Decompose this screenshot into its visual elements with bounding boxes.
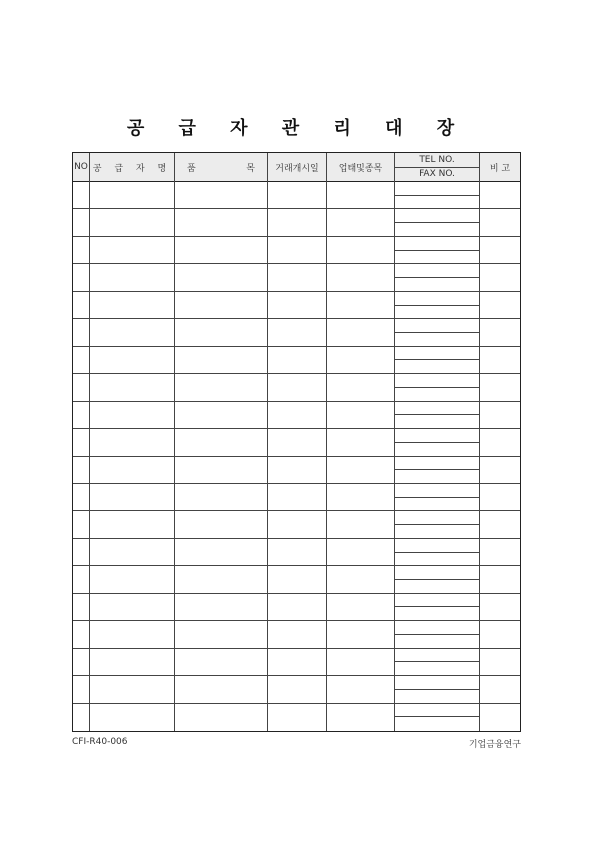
header-no: NO	[73, 153, 90, 181]
tel-fax-divider	[395, 250, 479, 251]
table-row-divider	[73, 346, 520, 347]
tel-fax-divider	[395, 579, 479, 580]
tel-fax-divider	[395, 195, 479, 196]
table-row-divider	[73, 428, 520, 429]
table-row-divider	[73, 318, 520, 319]
table-row-divider	[73, 538, 520, 539]
table-row-divider	[73, 620, 520, 621]
table-row-divider	[73, 675, 520, 676]
header-business-type: 업태및종목	[327, 153, 395, 181]
tel-fax-divider	[395, 414, 479, 415]
header-fax: FAX NO.	[419, 168, 455, 179]
page-title: 공 급 자 관 리 대 장	[126, 118, 469, 139]
form-code: CFI-R40-006	[72, 737, 128, 747]
header-remarks: 비 고	[480, 153, 520, 181]
tel-fax-divider	[395, 689, 479, 690]
tel-fax-divider	[395, 469, 479, 470]
tel-fax-divider	[395, 524, 479, 525]
tel-fax-divider	[395, 277, 479, 278]
table-row-divider	[73, 456, 520, 457]
table-row-divider	[73, 236, 520, 237]
header-item-left: 품	[187, 163, 196, 174]
tel-fax-divider	[395, 606, 479, 607]
tel-fax-divider	[395, 442, 479, 443]
tel-fax-divider	[395, 634, 479, 635]
table-row-divider	[73, 593, 520, 594]
table-row-divider	[73, 483, 520, 484]
table-row-divider	[73, 373, 520, 374]
tel-fax-divider	[395, 222, 479, 223]
tel-fax-divider	[395, 305, 479, 306]
tel-fax-divider	[395, 332, 479, 333]
header-tel-fax	[395, 153, 480, 181]
header-start-date: 거래개시일	[268, 153, 327, 181]
organization-name: 기업금융연구	[468, 740, 521, 750]
header-divider	[73, 181, 520, 182]
supplier-table	[72, 152, 521, 732]
table-row-divider	[73, 401, 520, 402]
tel-fax-divider	[395, 661, 479, 662]
tel-fax-divider	[395, 387, 479, 388]
header-tel: TEL NO.	[395, 154, 479, 168]
table-row-divider	[73, 510, 520, 511]
tel-fax-divider	[395, 552, 479, 553]
tel-fax-divider	[395, 359, 479, 360]
table-row-divider	[73, 291, 520, 292]
tel-fax-divider	[395, 497, 479, 498]
tel-fax-divider	[395, 716, 479, 717]
header-supplier-name: 공 급 자 명	[90, 153, 175, 181]
header-item-right: 목	[246, 163, 255, 174]
table-row-divider	[73, 703, 520, 704]
header-item	[175, 153, 268, 181]
table-row-divider	[73, 208, 520, 209]
table-row-divider	[73, 263, 520, 264]
table-row-divider	[73, 565, 520, 566]
table-row-divider	[73, 648, 520, 649]
